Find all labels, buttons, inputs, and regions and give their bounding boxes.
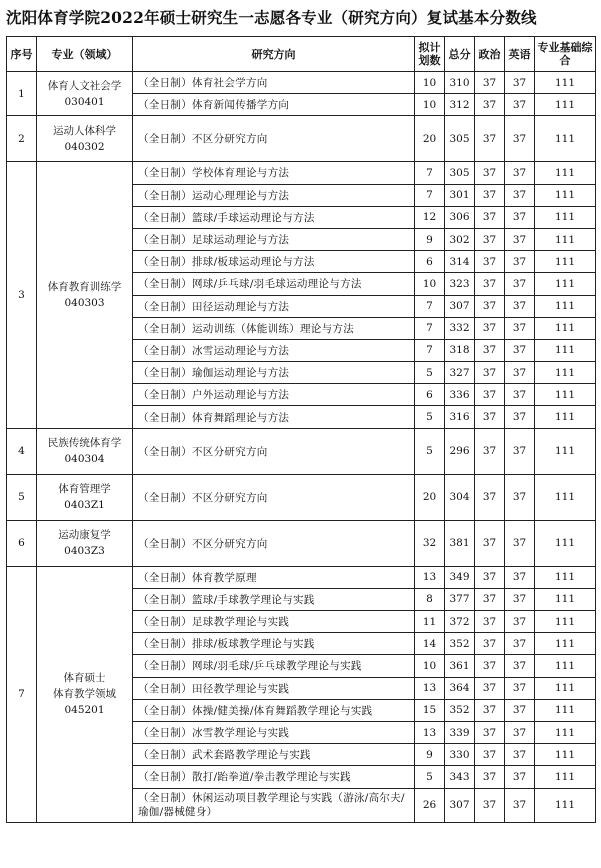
basics-score-cell: 111 xyxy=(535,251,596,273)
basics-score-cell: 111 xyxy=(535,566,596,588)
direction-cell: （全日制）冰雪运动理论与方法 xyxy=(133,339,415,361)
header-quota: 拟计划数 xyxy=(415,37,445,72)
english-score-cell: 37 xyxy=(505,362,535,384)
politics-score-cell: 37 xyxy=(475,677,505,699)
total-score-cell: 352 xyxy=(445,633,475,655)
direction-cell: （全日制）冰雪教学理论与实践 xyxy=(133,721,415,743)
direction-cell: （全日制）田径教学理论与实践 xyxy=(133,677,415,699)
total-score-cell: 305 xyxy=(445,162,475,184)
quota-cell: 7 xyxy=(415,339,445,361)
direction-cell: （全日制）学校体育理论与方法 xyxy=(133,162,415,184)
major-cell xyxy=(37,566,133,822)
english-score-cell: 37 xyxy=(505,72,535,94)
english-score-cell: 37 xyxy=(505,339,535,361)
quota-cell: 15 xyxy=(415,699,445,721)
direction-cell: （全日制）排球/板球教学理论与实践 xyxy=(133,633,415,655)
english-score-cell: 37 xyxy=(505,788,535,822)
english-score-cell: 37 xyxy=(505,474,535,520)
header-major: 专业（领域） xyxy=(37,37,133,72)
politics-score-cell: 37 xyxy=(475,588,505,610)
direction-cell: （全日制）排球/板球运动理论与方法 xyxy=(133,251,415,273)
english-score-cell: 37 xyxy=(505,116,535,162)
total-score-cell: 312 xyxy=(445,94,475,116)
english-score-cell: 37 xyxy=(505,766,535,788)
quota-cell: 12 xyxy=(415,206,445,228)
quota-cell: 10 xyxy=(415,94,445,116)
major-name: 运动人体科学 xyxy=(53,124,116,137)
page-title: 沈阳体育学院2022年硕士研究生一志愿各专业（研究方向）复试基本分数线 xyxy=(6,8,537,27)
quota-cell: 5 xyxy=(415,766,445,788)
politics-score-cell: 37 xyxy=(475,116,505,162)
direction-cell: （全日制）户外运动理论与方法 xyxy=(133,384,415,406)
basics-score-cell: 111 xyxy=(535,677,596,699)
politics-score-cell: 37 xyxy=(475,273,505,295)
total-score-cell: 339 xyxy=(445,721,475,743)
basics-score-cell: 111 xyxy=(535,744,596,766)
major-code: 040304 xyxy=(64,453,105,466)
english-score-cell: 37 xyxy=(505,611,535,633)
table-row xyxy=(7,72,596,94)
total-score-cell: 304 xyxy=(445,474,475,520)
basics-score-cell: 111 xyxy=(535,339,596,361)
header-basics: 专业基础综合 xyxy=(535,37,596,72)
politics-score-cell: 37 xyxy=(475,655,505,677)
total-score-cell: 305 xyxy=(445,116,475,162)
major-name: 体育管理学 xyxy=(58,483,111,496)
seq-cell: 3 xyxy=(7,162,37,428)
english-score-cell: 37 xyxy=(505,699,535,721)
english-score-cell: 37 xyxy=(505,744,535,766)
politics-score-cell: 37 xyxy=(475,406,505,428)
quota-cell: 9 xyxy=(415,744,445,766)
english-score-cell: 37 xyxy=(505,317,535,339)
english-score-cell: 37 xyxy=(505,655,535,677)
total-score-cell: 310 xyxy=(445,72,475,94)
english-score-cell: 37 xyxy=(505,228,535,250)
direction-cell: （全日制）足球教学理论与实践 xyxy=(133,611,415,633)
seq-cell: 1 xyxy=(7,72,37,116)
quota-cell: 7 xyxy=(415,295,445,317)
score-table xyxy=(6,36,596,823)
table-row xyxy=(7,566,596,588)
direction-cell: （全日制）不区分研究方向 xyxy=(133,116,415,162)
english-score-cell: 37 xyxy=(505,721,535,743)
direction-cell: （全日制）体育舞蹈理论与方法 xyxy=(133,406,415,428)
english-score-cell: 37 xyxy=(505,384,535,406)
total-score-cell: 316 xyxy=(445,406,475,428)
basics-score-cell: 111 xyxy=(535,162,596,184)
english-score-cell: 37 xyxy=(505,251,535,273)
seq-cell: 2 xyxy=(7,116,37,162)
total-score-cell: 361 xyxy=(445,655,475,677)
total-score-cell: 381 xyxy=(445,520,475,566)
header-total: 总分 xyxy=(445,37,475,72)
politics-score-cell: 37 xyxy=(475,295,505,317)
politics-score-cell: 37 xyxy=(475,744,505,766)
quota-cell: 10 xyxy=(415,273,445,295)
direction-cell: （全日制）不区分研究方向 xyxy=(133,520,415,566)
quota-cell: 5 xyxy=(415,362,445,384)
header-english: 英语 xyxy=(505,37,535,72)
politics-score-cell: 37 xyxy=(475,384,505,406)
basics-score-cell: 111 xyxy=(535,295,596,317)
english-score-cell: 37 xyxy=(505,406,535,428)
english-score-cell: 37 xyxy=(505,273,535,295)
english-score-cell: 37 xyxy=(505,206,535,228)
total-score-cell: 349 xyxy=(445,566,475,588)
total-score-cell: 296 xyxy=(445,428,475,474)
politics-score-cell: 37 xyxy=(475,699,505,721)
politics-score-cell: 37 xyxy=(475,184,505,206)
major-code: 040302 xyxy=(64,140,105,153)
total-score-cell: 336 xyxy=(445,384,475,406)
basics-score-cell: 111 xyxy=(535,184,596,206)
major-name: 体育人文社会学 xyxy=(47,79,122,92)
total-score-cell: 314 xyxy=(445,251,475,273)
direction-cell: （全日制）瑜伽运动理论与方法 xyxy=(133,362,415,384)
quota-cell: 26 xyxy=(415,788,445,822)
major-name: 民族传统体育学 xyxy=(47,437,122,450)
english-score-cell: 37 xyxy=(505,566,535,588)
seq-cell: 7 xyxy=(7,566,37,822)
direction-cell: （全日制）体操/健美操/体育舞蹈教学理论与实践 xyxy=(133,699,415,721)
english-score-cell: 37 xyxy=(505,94,535,116)
basics-score-cell: 111 xyxy=(535,206,596,228)
basics-score-cell: 111 xyxy=(535,474,596,520)
basics-score-cell: 111 xyxy=(535,94,596,116)
total-score-cell: 302 xyxy=(445,228,475,250)
basics-score-cell: 111 xyxy=(535,655,596,677)
major-code: 0403Z3 xyxy=(64,545,105,558)
basics-score-cell: 111 xyxy=(535,317,596,339)
english-score-cell: 37 xyxy=(505,588,535,610)
politics-score-cell: 37 xyxy=(475,72,505,94)
basics-score-cell: 111 xyxy=(535,520,596,566)
direction-cell: （全日制）休闲运动项目教学理论与实践（游泳/高尔夫/瑜伽/器械健身） xyxy=(133,788,415,822)
quota-cell: 10 xyxy=(415,72,445,94)
quota-cell: 5 xyxy=(415,428,445,474)
major-cell xyxy=(37,428,133,474)
major-cell xyxy=(37,162,133,428)
basics-score-cell: 111 xyxy=(535,273,596,295)
total-score-cell: 352 xyxy=(445,699,475,721)
quota-cell: 6 xyxy=(415,251,445,273)
total-score-cell: 327 xyxy=(445,362,475,384)
basics-score-cell: 111 xyxy=(535,228,596,250)
major-code: 0403Z1 xyxy=(64,499,105,512)
english-score-cell: 37 xyxy=(505,162,535,184)
quota-cell: 13 xyxy=(415,677,445,699)
total-score-cell: 343 xyxy=(445,766,475,788)
english-score-cell: 37 xyxy=(505,184,535,206)
direction-cell: （全日制）网球/羽毛球/乒乓球教学理论与实践 xyxy=(133,655,415,677)
politics-score-cell: 37 xyxy=(475,520,505,566)
politics-score-cell: 37 xyxy=(475,766,505,788)
major-name: 运动康复学 xyxy=(58,529,111,542)
politics-score-cell: 37 xyxy=(475,566,505,588)
quota-cell: 9 xyxy=(415,228,445,250)
direction-cell: （全日制）不区分研究方向 xyxy=(133,428,415,474)
basics-score-cell: 111 xyxy=(535,699,596,721)
direction-cell: （全日制）不区分研究方向 xyxy=(133,474,415,520)
total-score-cell: 364 xyxy=(445,677,475,699)
table-row xyxy=(7,474,596,520)
quota-cell: 13 xyxy=(415,721,445,743)
major-cell xyxy=(37,474,133,520)
basics-score-cell: 111 xyxy=(535,611,596,633)
politics-score-cell: 37 xyxy=(475,428,505,474)
basics-score-cell: 111 xyxy=(535,384,596,406)
basics-score-cell: 111 xyxy=(535,633,596,655)
politics-score-cell: 37 xyxy=(475,206,505,228)
major-code: 040303 xyxy=(64,297,105,309)
major-code: 045201 xyxy=(64,704,105,717)
table-row xyxy=(7,162,596,184)
major-name: 体育硕士 xyxy=(63,672,106,685)
major-cell xyxy=(37,116,133,162)
politics-score-cell: 37 xyxy=(475,94,505,116)
basics-score-cell: 111 xyxy=(535,721,596,743)
total-score-cell: 307 xyxy=(445,295,475,317)
politics-score-cell: 37 xyxy=(475,162,505,184)
major-cell xyxy=(37,72,133,116)
table-row xyxy=(7,116,596,162)
quota-cell: 10 xyxy=(415,655,445,677)
politics-score-cell: 37 xyxy=(475,362,505,384)
quota-cell: 13 xyxy=(415,566,445,588)
major-cell xyxy=(37,520,133,566)
major-name: 体育教育训练学 xyxy=(47,281,122,293)
english-score-cell: 37 xyxy=(505,633,535,655)
basics-score-cell: 111 xyxy=(535,72,596,94)
table-header-row xyxy=(7,37,596,72)
politics-score-cell: 37 xyxy=(475,788,505,822)
direction-cell: （全日制）篮球/手球教学理论与实践 xyxy=(133,588,415,610)
major-field: 体育教学领域 xyxy=(53,688,116,701)
total-score-cell: 323 xyxy=(445,273,475,295)
direction-cell: （全日制）篮球/手球运动理论与方法 xyxy=(133,206,415,228)
total-score-cell: 372 xyxy=(445,611,475,633)
basics-score-cell: 111 xyxy=(535,788,596,822)
quota-cell: 32 xyxy=(415,520,445,566)
header-politics: 政治 xyxy=(475,37,505,72)
english-score-cell: 37 xyxy=(505,520,535,566)
direction-cell: （全日制）散打/跆拳道/拳击教学理论与实践 xyxy=(133,766,415,788)
quota-cell: 7 xyxy=(415,317,445,339)
table-row xyxy=(7,520,596,566)
quota-cell: 14 xyxy=(415,633,445,655)
total-score-cell: 307 xyxy=(445,788,475,822)
basics-score-cell: 111 xyxy=(535,766,596,788)
table-body xyxy=(7,72,596,823)
direction-cell: （全日制）运动训练（体能训练）理论与方法 xyxy=(133,317,415,339)
politics-score-cell: 37 xyxy=(475,317,505,339)
header-direction: 研究方向 xyxy=(133,37,415,72)
major-code: 030401 xyxy=(64,95,105,108)
english-score-cell: 37 xyxy=(505,295,535,317)
politics-score-cell: 37 xyxy=(475,339,505,361)
english-score-cell: 37 xyxy=(505,428,535,474)
direction-cell: （全日制）田径运动理论与方法 xyxy=(133,295,415,317)
direction-cell: （全日制）足球运动理论与方法 xyxy=(133,228,415,250)
basics-score-cell: 111 xyxy=(535,116,596,162)
direction-cell: （全日制）网球/乒乓球/羽毛球运动理论与方法 xyxy=(133,273,415,295)
direction-cell: （全日制）运动心理理论与方法 xyxy=(133,184,415,206)
politics-score-cell: 37 xyxy=(475,228,505,250)
quota-cell: 11 xyxy=(415,611,445,633)
total-score-cell: 377 xyxy=(445,588,475,610)
politics-score-cell: 37 xyxy=(475,721,505,743)
direction-cell: （全日制）体育社会学方向 xyxy=(133,72,415,94)
seq-cell: 5 xyxy=(7,474,37,520)
total-score-cell: 330 xyxy=(445,744,475,766)
total-score-cell: 301 xyxy=(445,184,475,206)
seq-cell: 4 xyxy=(7,428,37,474)
quota-cell: 20 xyxy=(415,116,445,162)
quota-cell: 20 xyxy=(415,474,445,520)
basics-score-cell: 111 xyxy=(535,362,596,384)
basics-score-cell: 111 xyxy=(535,406,596,428)
header-seq: 序号 xyxy=(7,37,37,72)
direction-cell: （全日制）武术套路教学理论与实践 xyxy=(133,744,415,766)
quota-cell: 5 xyxy=(415,406,445,428)
total-score-cell: 306 xyxy=(445,206,475,228)
table-row xyxy=(7,428,596,474)
politics-score-cell: 37 xyxy=(475,251,505,273)
quota-cell: 8 xyxy=(415,588,445,610)
quota-cell: 7 xyxy=(415,184,445,206)
politics-score-cell: 37 xyxy=(475,611,505,633)
politics-score-cell: 37 xyxy=(475,474,505,520)
english-score-cell: 37 xyxy=(505,677,535,699)
direction-cell: （全日制）体育新闻传播学方向 xyxy=(133,94,415,116)
basics-score-cell: 111 xyxy=(535,588,596,610)
direction-cell: （全日制）体育教学原理 xyxy=(133,566,415,588)
seq-cell: 6 xyxy=(7,520,37,566)
total-score-cell: 318 xyxy=(445,339,475,361)
basics-score-cell: 111 xyxy=(535,428,596,474)
quota-cell: 7 xyxy=(415,162,445,184)
quota-cell: 6 xyxy=(415,384,445,406)
total-score-cell: 332 xyxy=(445,317,475,339)
politics-score-cell: 37 xyxy=(475,633,505,655)
